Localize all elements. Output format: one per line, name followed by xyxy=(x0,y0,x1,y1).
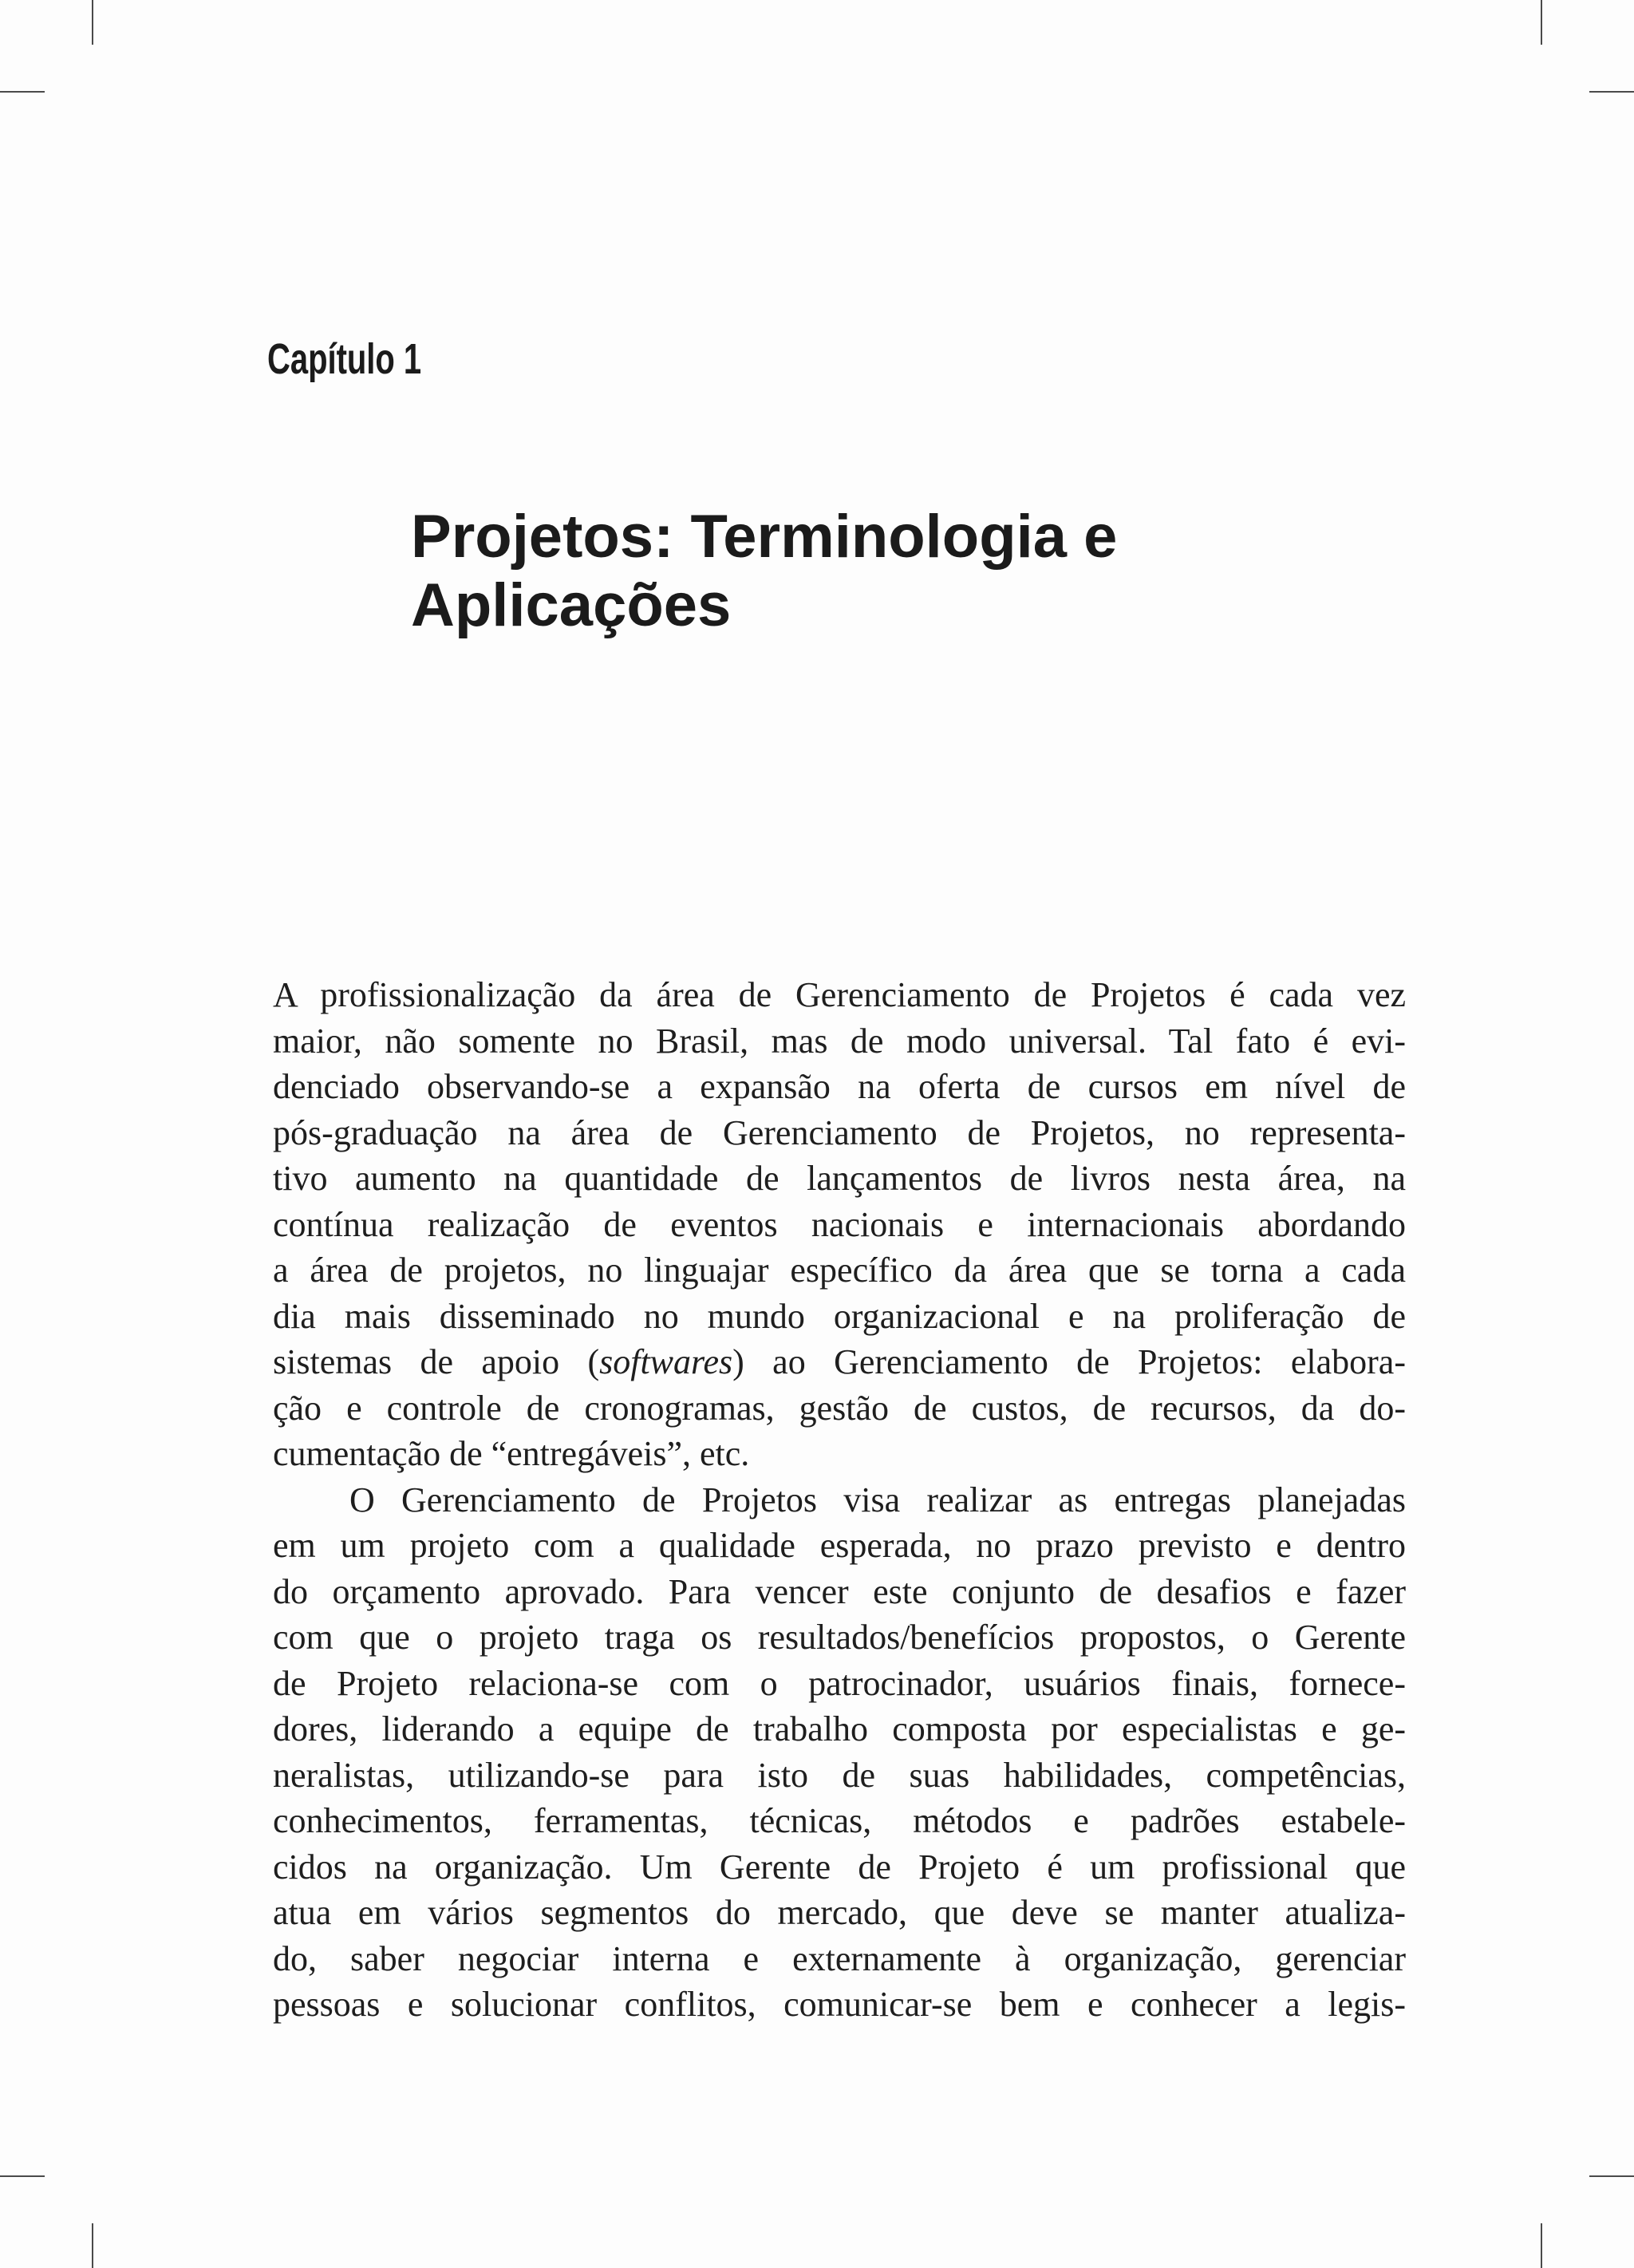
text-line: atua em vários segmentos do mercado, que deve se manter atualiza- xyxy=(273,1893,1406,1932)
text-line: neralistas, utilizando-se para isto de suas habilidades, competências, xyxy=(273,1755,1406,1795)
text-line: pós-graduação na área de Gerenciamento de Projetos, no representa- xyxy=(273,1112,1406,1152)
text-line: cumentação de “entregáveis”, etc. xyxy=(273,1434,750,1473)
text-line: pessoas e solucionar conflitos, comunicar-se bem e conhecer a legis- xyxy=(273,1985,1406,2024)
crop-mark-bottom-right-vertical xyxy=(1541,2223,1542,2268)
text-line: cidos na organização. Um Gerente de Projeto é um profissional que xyxy=(273,1847,1406,1887)
crop-mark-bottom-right-horizontal xyxy=(1589,2175,1634,2177)
crop-mark-bottom-left-vertical xyxy=(92,2223,93,2268)
text-line: maior, não somente no Brasil, mas de modo universal. Tal fato é evi- xyxy=(273,1021,1406,1061)
text-line: em um projeto com a qualidade esperada, no prazo previsto e dentro xyxy=(273,1526,1406,1565)
text-line: de Projeto relaciona-se com o patrocinador, usuários finais, fornece- xyxy=(273,1663,1406,1703)
paragraph-1 xyxy=(273,972,1406,1477)
text-line: tivo aumento na quantidade de lançamentos de livros nesta área, na xyxy=(273,1159,1406,1198)
text-line xyxy=(273,1339,1406,1385)
paragraph-2 xyxy=(273,1477,1406,2028)
text-line: dores, liderando a equipe de trabalho composta por especialistas e ge- xyxy=(273,1709,1406,1748)
text-segment: sistemas de apoio ( xyxy=(273,1342,600,1381)
text-line: a área de projetos, no linguajar específico da área que se torna a cada xyxy=(273,1251,1406,1290)
crop-mark-top-right-vertical xyxy=(1541,0,1542,45)
text-line: do orçamento aprovado. Para vencer este conjunto de desafios e fazer xyxy=(273,1571,1406,1611)
chapter-title xyxy=(411,503,1448,640)
text-line: denciado observando-se a expansão na oferta de cursos em nível de xyxy=(273,1067,1406,1106)
text-line: O Gerenciamento de Projetos visa realizar as entregas planejadas xyxy=(349,1480,1406,1519)
crop-mark-top-right-horizontal xyxy=(1589,91,1634,93)
crop-mark-bottom-left-horizontal xyxy=(0,2175,45,2177)
body-text xyxy=(273,972,1406,2028)
text-line: do, saber negociar interna e externamente à organização, gerenciar xyxy=(273,1938,1406,1978)
chapter-title-line: Aplicações xyxy=(411,571,732,639)
text-segment: ) ao Gerenciamento de Projetos: elabora- xyxy=(732,1342,1406,1381)
chapter-label: Capítulo 1 xyxy=(267,335,422,383)
crop-mark-top-left-horizontal xyxy=(0,91,45,93)
text-line: A profissionalização da área de Gerenciamento de Projetos é cada vez xyxy=(273,975,1406,1014)
crop-mark-top-left-vertical xyxy=(92,0,93,45)
text-line: ção e controle de cronogramas, gestão de custos, de recursos, da do- xyxy=(273,1388,1406,1428)
text-line: com que o projeto traga os resultados/benefícios propostos, o Gerente xyxy=(273,1618,1406,1657)
text-line: dia mais disseminado no mundo organizacional e na proliferação de xyxy=(273,1296,1406,1336)
text-line: conhecimentos, ferramentas, técnicas, métodos e padrões estabele- xyxy=(273,1801,1406,1840)
text-line: contínua realização de eventos nacionais e internacionais abordando xyxy=(273,1204,1406,1244)
italic-term: softwares xyxy=(599,1342,733,1381)
chapter-title-line: Projetos: Terminologia e xyxy=(411,503,1118,571)
